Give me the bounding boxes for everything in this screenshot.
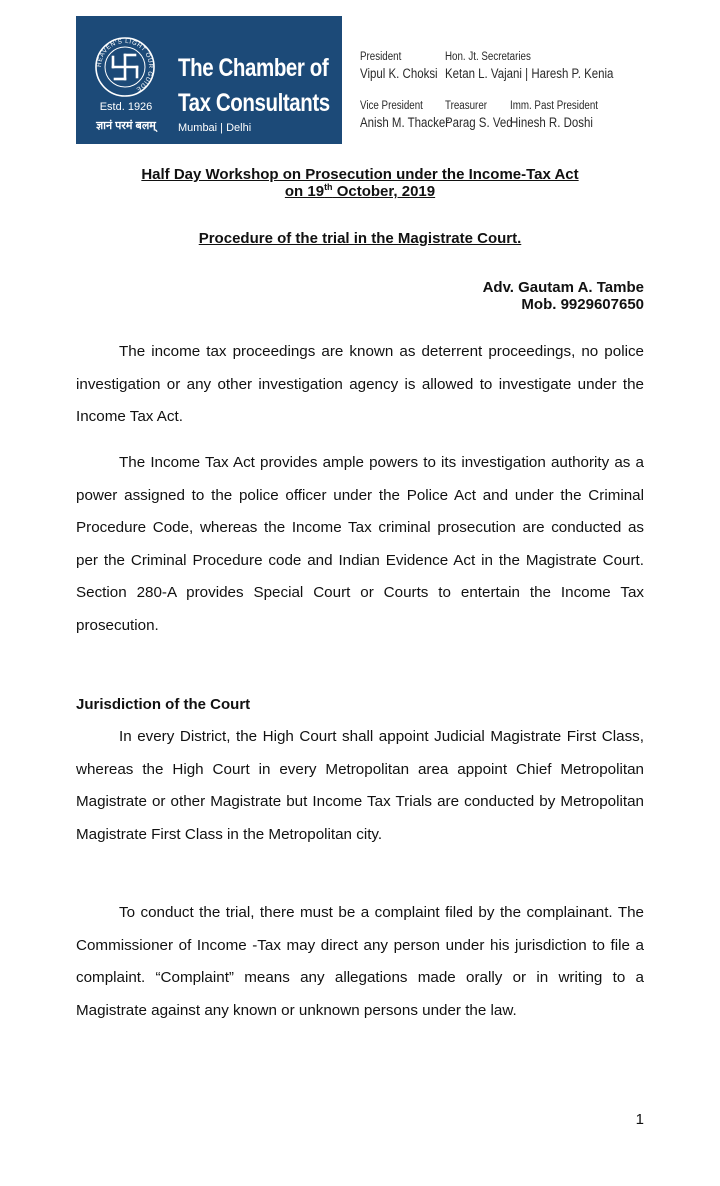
officer-role: Imm. Past President	[510, 100, 599, 112]
swastika-emblem-icon	[94, 36, 156, 98]
officer-role: President	[360, 51, 402, 63]
title-line-1: Half Day Workshop on Prosecution under the Income-Tax Act	[141, 166, 579, 183]
officer-name: Anish M. Thacker	[360, 115, 450, 130]
paragraph-4: To conduct the trial, there must be a complaint filed by the complainant. The Commissioner of Income -Tax may direct any person under his jurisdiction to file a complaint. “Complaint” means any allegations made orally or in writing to a Magistrate against any known or unknown persons under the law.	[76, 904, 644, 1019]
section-heading: Jurisdiction of the Court	[76, 696, 251, 713]
org-cities: Mumbai | Delhi	[178, 122, 252, 134]
author-name: Adv. Gautam A. Tambe	[482, 279, 644, 296]
established-year: Estd. 1926	[99, 101, 153, 113]
paragraph-2: The Income Tax Act provides ample powers to its investigation authority as a power assigned to the police officer under the Police Act and under the Criminal Procedure Code, whereas the Income Tax criminal prosecution are conducted as per the Criminal Procedure code and Indian Evidence Act in the Magistrate Court. Section 280-A provides Special Court or Courts to entertain the Income Tax prosecution.	[76, 454, 644, 634]
org-name-line2: Tax Consultants	[178, 89, 330, 117]
title-line-2: on 19th October, 2019	[284, 182, 436, 200]
page-number: 1	[635, 1111, 644, 1128]
officer-role: Hon. Jt. Secretaries	[445, 51, 531, 63]
emblem-text: HEAVEN'S LIGHT OUR GUIDE	[95, 37, 155, 93]
officer-name: Parag S. Ved	[445, 115, 513, 130]
officers-column-1	[360, 50, 449, 132]
paragraph-3: In every District, the High Court shall appoint Judicial Magistrate First Class, whereas the High Court in every Metropolitan area appoint Chief Metropolitan Magistrate or other Magistrate but Income Tax Trials are conducted by Metropolitan Magistrate First Class in the Metropolitan city.	[76, 728, 644, 843]
officer-role: Treasurer	[445, 100, 488, 112]
document-title	[76, 166, 644, 200]
author-mobile: Mob. 9929607650	[521, 296, 644, 313]
org-name-line1: The Chamber of	[178, 54, 329, 82]
org-logo	[76, 16, 342, 144]
officer-name: Ketan L. Vajani | Haresh P. Kenia	[445, 66, 614, 81]
officer-name: Vipul K. Choksi	[360, 66, 438, 81]
officers-column-3	[510, 99, 598, 132]
paragraph-1: The income tax proceedings are known as deterrent proceedings, no police investigation or any other investigation agency is allowed to investigate under the Income Tax Act.	[76, 343, 644, 425]
officer-role: Vice President	[360, 100, 423, 112]
author-block	[76, 279, 644, 313]
org-motto: ज्ञानं परमं बलम्	[96, 120, 156, 132]
document-subtitle: Procedure of the trial in the Magistrate Court.	[198, 230, 522, 247]
officer-name: Hinesh R. Doshi	[510, 115, 593, 130]
